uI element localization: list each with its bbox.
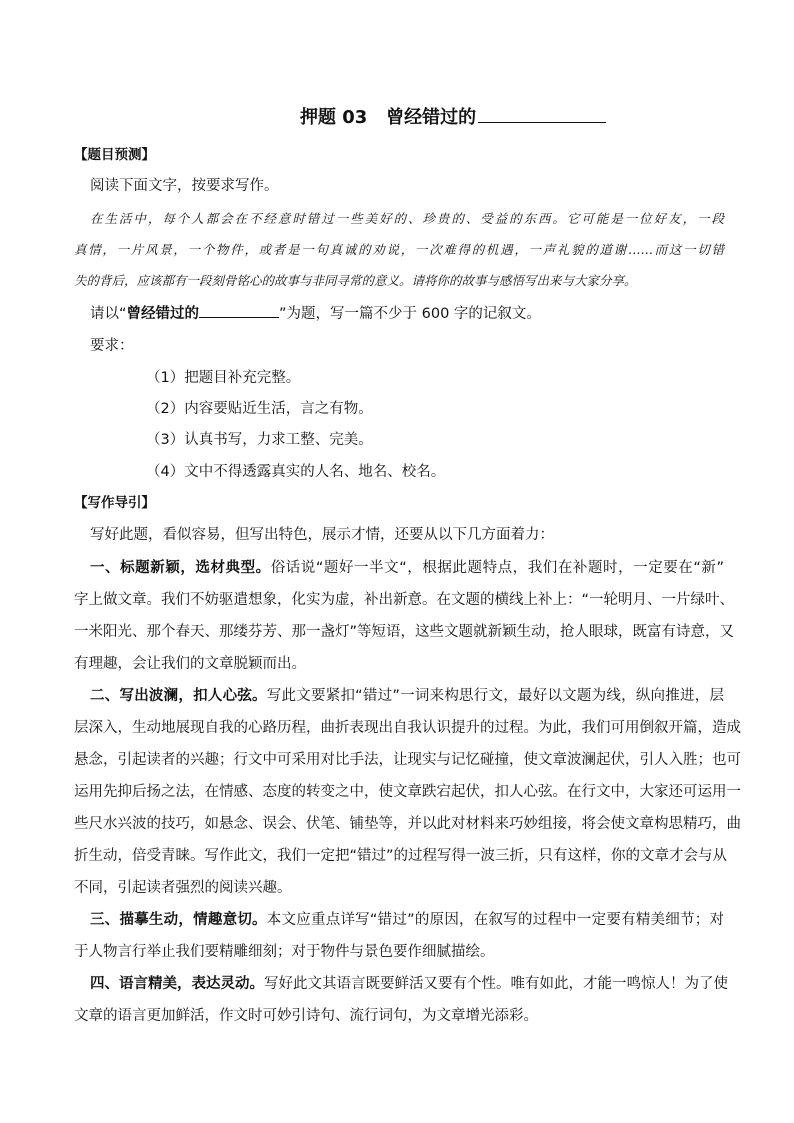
guide-p3-heading: 三、描摹生动，情趣意切。	[90, 912, 267, 928]
guide-p4-line-1	[90, 974, 728, 994]
title-blank-line	[478, 104, 606, 123]
guide-p1-line-3: 一米阳光、那个春天、那缕芬芳、那一盏灯”等短语，这些文题就新颖生动，抢人眼球，既富有诗意，又	[74, 624, 735, 640]
guide-p4-line-2: 文章的语言更加鲜活，作文时可妙引诗句、流行词句，为文章增光添彩。	[74, 1008, 538, 1024]
quote-line-2: 真情，一片风景，一个物件，或者是一句真诚的劝说，一次难得的机遇，一声礼貌的道谢……而这一切错	[74, 242, 724, 257]
guide-p2-line-2: 层深入，生动地展现自我的心路历程，曲折表现出自我认识提升的过程。为此，我们可用倒叙开篇，造成	[74, 720, 741, 736]
guide-p2-line-7: 不同，引起读者强烈的阅读兴趣。	[74, 880, 292, 896]
prompt-intro: 阅读下面文字，按要求写作。	[90, 178, 279, 194]
task-suffix: ”为题，写一篇不少于 600 字的记叙文。	[279, 306, 541, 322]
guide-p1-heading: 一、标题新颖，选材典型。	[90, 560, 271, 576]
guide-p2-heading: 二、写出波澜，扣人心弦。	[90, 688, 267, 704]
guide-p2-line-4: 运用先抑后扬之法，在情感、态度的转变之中，使文章跌宕起伏，扣人心弦。在行文中，大家还可运用一	[74, 784, 741, 800]
guide-p2-line-1	[90, 686, 724, 706]
page-title	[300, 104, 606, 131]
guide-p1-line-2: 字上做文章。我们不妨驱遣想象，化实为虚，补出新意。在文题的横线上补上：“一轮明月、一片绿叶、	[74, 592, 735, 608]
guide-p4-text-1: 写好此文其语言既要鲜活又要有个性。唯有如此，才能一鸣惊人！为了使	[264, 976, 728, 992]
guide-p4-heading: 四、语言精美，表达灵动。	[90, 976, 264, 992]
guide-p2-line-6: 折生动，倍受青睐。写作此文，我们一定把“错过”的过程写得一波三折，只有这样，你的文章才会与从	[74, 848, 728, 864]
task-bold: 曾经错过的	[126, 306, 200, 322]
quote-line-1: 在生活中，每个人都会在不经意时错过一些美好的、珍贵的、受益的东西。它可能是一位好友，一段	[90, 211, 724, 226]
guide-p2-text-1: 写此文要紧扣“错过”一词来构思行文，最好以文题为线，纵向推进，层	[266, 688, 724, 704]
task-line	[90, 303, 541, 324]
task-prefix: 请以“	[90, 306, 127, 322]
requirement-4: （4）文中不得透露真实的人名、地名、校名。	[146, 464, 446, 480]
quote-line-3: 失的背后，应该都有一段刻骨铭心的故事与非同寻常的意义。请将你的故事与感悟写出来与大家分享。	[74, 273, 637, 288]
requirement-3: （3）认真书写，力求工整、完美。	[146, 432, 373, 448]
title-prefix: 押题 03	[300, 107, 368, 128]
guide-p2-line-3: 悬念，引起读者的兴趣；行文中可采用对比手法，让现实与记忆碰撞，使文章波澜起伏，引人入胜；也可	[74, 752, 741, 768]
prediction-heading: 【题目预测】	[74, 147, 155, 163]
guide-p1-line-4: 有理趣，会让我们的文章脱颖而出。	[74, 656, 306, 672]
guide-p2-line-5: 些尺水兴波的技巧，如悬念、误会、伏笔、铺垫等，并以此对材料来巧妙组接，将会使文章构思精巧，曲	[74, 816, 741, 832]
task-blank-line	[199, 303, 279, 318]
guide-p1-text-1: 俗话说“题好一半文“，根据此题特点，我们在补题时，一定要在“新”	[270, 560, 725, 576]
guide-p3-text-1: 本文应重点详写“错过”的原因，在叙写的过程中一定要有精美细节；对	[266, 912, 724, 928]
requirements-heading: 要求：	[90, 338, 134, 354]
guide-heading: 【写作导引】	[74, 495, 155, 511]
requirement-2: （2）内容要贴近生活，言之有物。	[146, 401, 373, 417]
guide-p3-line-1	[90, 910, 724, 930]
title-main: 曾经错过的	[386, 107, 477, 128]
requirement-1: （1）把题目补充完整。	[146, 370, 301, 386]
guide-p3-line-2: 于人物言行举止我们要精雕细刻；对于物件与景色要作细腻描绘。	[74, 944, 495, 960]
guide-intro: 写好此题，看似容易，但写出特色，展示才情，还要从以下几方面着力：	[90, 527, 554, 543]
guide-p1-line-1	[90, 558, 724, 578]
